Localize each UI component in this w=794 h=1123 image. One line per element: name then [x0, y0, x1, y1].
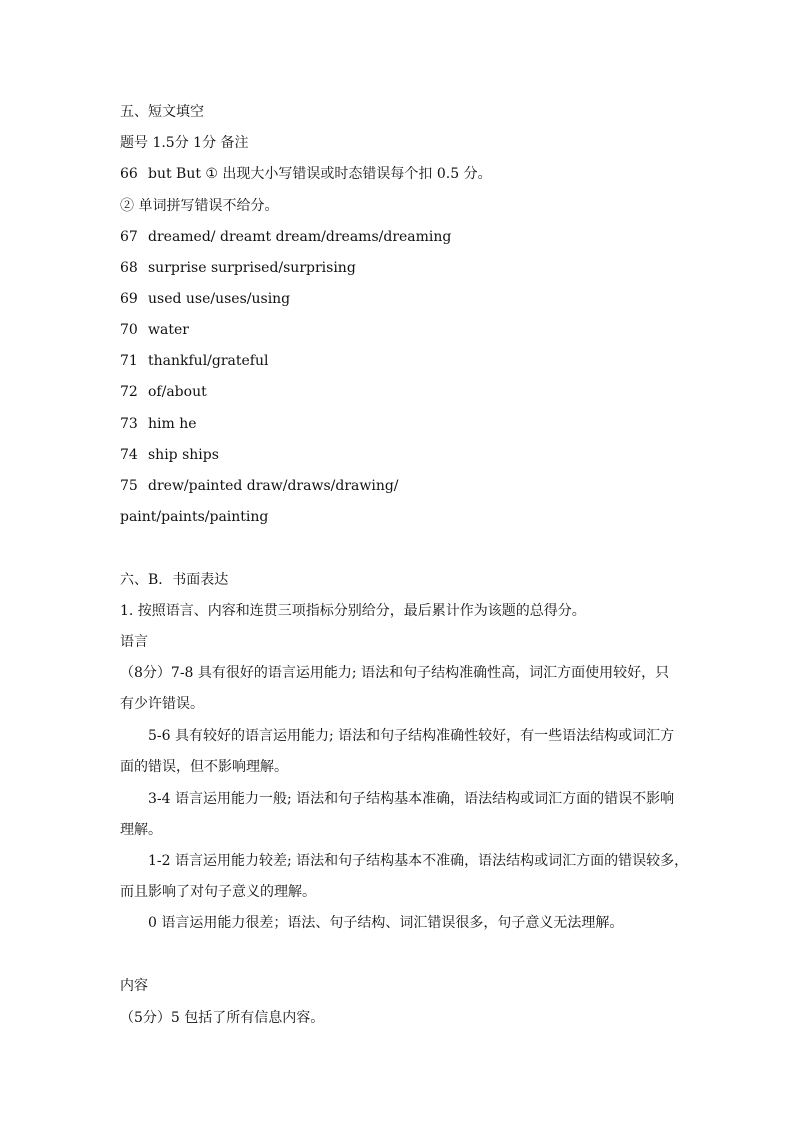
question-number: 69: [120, 291, 138, 307]
answer-row: [120, 382, 680, 402]
answer-text: thankful/grateful: [148, 353, 269, 369]
answer-text: ship ships: [148, 447, 219, 463]
answer-row: [120, 258, 680, 278]
answer-note: [120, 196, 680, 216]
score-table-header: 题号 1.5分 1分 备注: [120, 135, 249, 151]
language-criterion-line: 而且影响了对句子意义的理解。: [120, 884, 316, 900]
answer-row: [120, 414, 680, 434]
question-number: 74: [120, 447, 138, 463]
answer-row: [120, 289, 680, 309]
question-number: 72: [120, 384, 138, 400]
question-number: 66: [120, 166, 138, 182]
answer-text: drew/painted draw/draws/drawing/: [148, 478, 399, 494]
answer-row: [120, 227, 680, 247]
language-criterion-line: 5-6 具有较好的语言运用能力; 语法和句子结构准确性较好，有一些语法结构或词汇方: [148, 728, 675, 744]
answer-text: paint/paints/painting: [120, 509, 269, 525]
content-criterion-line: （5分）5 包括了所有信息内容。: [120, 1010, 325, 1026]
question-number: 75: [120, 478, 138, 494]
language-criterion-line: 理解。: [120, 822, 162, 838]
language-criterion-line: （8分）7-8 具有很好的语言运用能力; 语法和句子结构准确性高，词汇方面使用较好，只: [120, 665, 670, 681]
answer-row: [120, 164, 680, 184]
answer-text: used use/uses/using: [148, 291, 291, 307]
question-number: 71: [120, 353, 138, 369]
language-criterion-line: 面的错误，但不影响理解。: [120, 759, 288, 775]
answer-row: [120, 445, 680, 465]
question-number: 73: [120, 416, 138, 432]
answer-row: [120, 351, 680, 371]
section-six-title: 六、B．书面表达: [120, 572, 229, 588]
answer-text: but But ① 出现大小写错误或时态错误每个扣 0.5 分。: [148, 166, 492, 182]
question-number: 67: [120, 229, 138, 245]
answer-row-continuation: [120, 507, 680, 527]
answer-text: him he: [148, 416, 197, 432]
language-criterion-line: 3-4 语言运用能力一般; 语法和句子结构基本准确，语法结构或词汇方面的错误不影响: [148, 791, 675, 807]
section-five-title: 五、短文填空: [120, 104, 204, 120]
answer-row: [120, 320, 680, 340]
language-criterion-line: 1-2 语言运用能力较差; 语法和句子结构基本不准确，语法结构或词汇方面的错误较多，: [148, 853, 689, 869]
answer-text: dreamed/ dreamt dream/dreams/dreaming: [148, 229, 452, 245]
answer-text: of/about: [148, 384, 207, 400]
section-six-intro: 1. 按照语言、内容和连贯三项指标分别给分，最后累计作为该题的总得分。: [120, 603, 586, 619]
answer-note-text: ② 单词拼写错误不给分。: [120, 198, 279, 214]
answer-text: water: [148, 322, 189, 338]
language-criterion-line: 有少许错误。: [120, 696, 204, 712]
answer-row: [120, 476, 680, 496]
content-label: 内容: [120, 978, 148, 994]
question-number: 70: [120, 322, 138, 338]
answer-text: surprise surprised/surprising: [148, 260, 356, 276]
language-label: 语言: [120, 634, 148, 650]
language-criterion-line: 0 语言运用能力很差；语法、句子结构、词汇错误很多，句子意义无法理解。: [148, 915, 624, 931]
question-number: 68: [120, 260, 138, 276]
